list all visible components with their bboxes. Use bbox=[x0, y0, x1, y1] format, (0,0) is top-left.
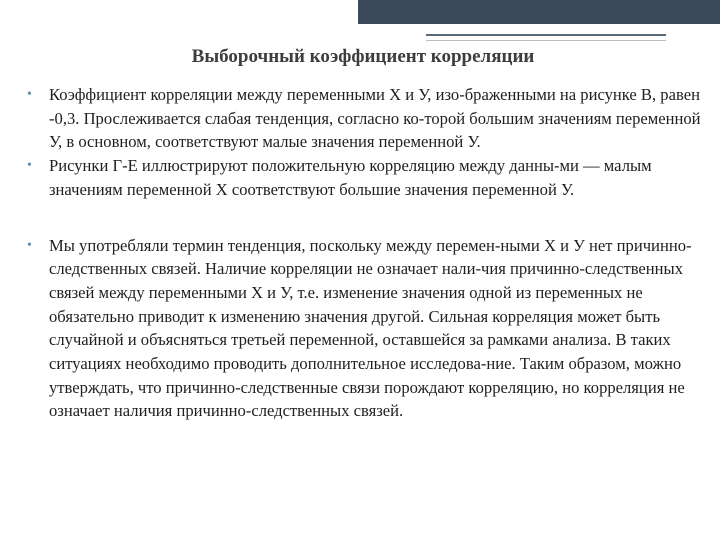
bullet-item bbox=[27, 234, 711, 424]
bullet-text: Коэффициент корреляции между переменными X и У, изо-браженными на рисунке В, равен -0,3. Прослеживается слабая тенденция, согласно ко-торой большим значениям переменной У, в основном, соответствуют малые значения переменной У. bbox=[49, 85, 701, 152]
header-bar-accent bbox=[358, 0, 720, 24]
slide-title: Выборочный коэффициент корреляции bbox=[191, 46, 535, 67]
bullet-item bbox=[27, 154, 711, 201]
bullet-text: Рисунки Г-Е иллюстрируют положительную корреляцию между данны-ми — малым значениям переменной X соответствуют большие значения переменной У. bbox=[49, 156, 652, 199]
bullet-text: Мы употребляли термин тенденция, поскольку между перемен-ными X и У нет причинно-следственных связей. Наличие корреляции не означает нали-чия причинно-следственных связей между переменными X и У, т.е. изменение значения одной из переменных не обязательно приводит к изменению значения другой. Сильная корреляция может быть случайной и объясняться третьей переменной, оставшейся за рамками анализа. В таких ситуациях необходимо проводить дополнительное исследова-ние. Таким образом, можно утверждать, что причинно-следственные связи порождают корреляцию, но корреляция не означает наличия причинно-следственных связей. bbox=[49, 235, 692, 421]
bullet-item bbox=[27, 83, 711, 154]
title-rule-thin bbox=[426, 40, 666, 41]
paragraph-spacer bbox=[27, 202, 711, 234]
slide-body bbox=[27, 83, 711, 423]
bullet-icon: • bbox=[27, 237, 32, 253]
header-bar-divider bbox=[356, 0, 358, 24]
title-rule bbox=[426, 34, 666, 36]
bullet-icon: • bbox=[27, 158, 32, 174]
bullet-icon: • bbox=[27, 87, 32, 102]
